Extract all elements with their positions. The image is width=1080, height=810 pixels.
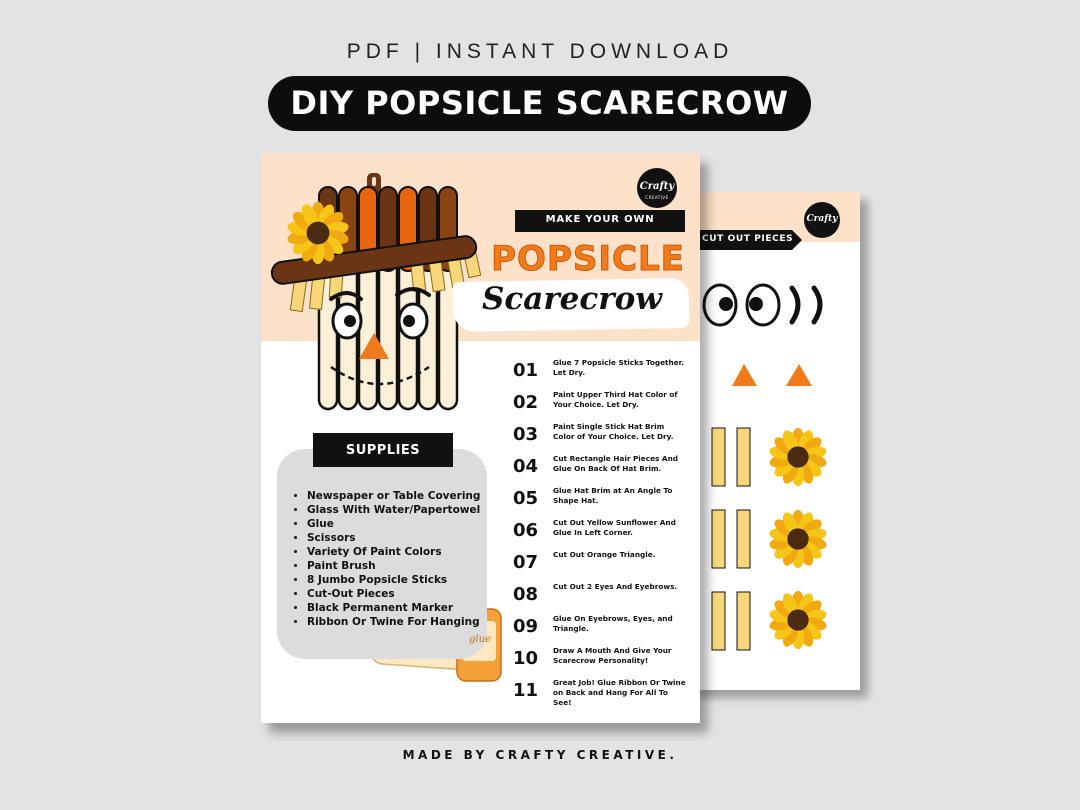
step-number: 09 xyxy=(513,616,539,637)
step-item xyxy=(513,358,693,388)
supply-item: • Variety Of Paint Colors xyxy=(307,545,480,559)
step-number: 10 xyxy=(513,648,539,669)
eye-cutouts xyxy=(704,285,820,325)
step-item xyxy=(513,614,693,644)
sunflower-center xyxy=(787,609,808,630)
supply-item: • Newspaper or Table Covering xyxy=(307,489,480,503)
footer-credit: MADE BY CRAFTY CREATIVE. xyxy=(402,748,678,762)
step-item xyxy=(513,454,693,484)
sunflower-center xyxy=(787,528,808,549)
step-item xyxy=(513,582,693,612)
step-text: Paint Upper Third Hat Color of Your Choice. Let Dry. xyxy=(553,390,678,409)
step-number: 07 xyxy=(513,552,539,573)
step-number: 11 xyxy=(513,680,539,701)
left-pupil xyxy=(344,315,356,327)
make-your-own-label: MAKE YOUR OWN xyxy=(545,214,655,225)
step-number: 04 xyxy=(513,456,539,477)
top-label: PDF | INSTANT DOWNLOAD xyxy=(346,40,734,63)
step-text: Paint Single Stick Hat Brim Color of Your Choice. Let Dry. xyxy=(553,422,674,441)
crafty-logo-front xyxy=(637,168,677,208)
supply-item: • Glue xyxy=(307,517,480,531)
step-item xyxy=(513,486,693,516)
back-page-label: CUT OUT PIECES xyxy=(702,234,794,244)
step-number: 06 xyxy=(513,520,539,541)
eye-pupil xyxy=(719,297,733,311)
step-number: 01 xyxy=(513,360,539,381)
front-page-instructions xyxy=(261,153,700,723)
supply-item: • Paint Brush xyxy=(307,559,480,573)
supply-item: • Glass With Water/Papertowel xyxy=(307,503,480,517)
nose-triangle-cutout xyxy=(786,364,812,386)
step-item xyxy=(513,422,693,452)
supplies-heading: SUPPLIES xyxy=(345,443,421,458)
back-page-cutouts xyxy=(690,192,860,690)
step-text: Great Job! Glue Ribbon Or Twine on Back and Hang For All To See! xyxy=(553,678,686,707)
step-item xyxy=(513,678,693,708)
logo-subtext: CREATIVE xyxy=(645,195,669,200)
supply-item: • Cut-Out Pieces xyxy=(307,587,480,601)
eyebrow-cutout xyxy=(814,288,820,322)
step-number: 03 xyxy=(513,424,539,445)
logo-text: Crafty xyxy=(639,181,675,192)
step-number: 05 xyxy=(513,488,539,509)
step-text: Glue 7 Popsicle Sticks Together. Let Dry. xyxy=(553,358,684,377)
supply-item: • Ribbon Or Twine For Hanging xyxy=(307,615,480,629)
sunflower-center xyxy=(307,222,330,245)
supply-item: • Black Permanent Marker xyxy=(307,601,480,615)
supply-item: • Scissors xyxy=(307,531,480,545)
supplies-list xyxy=(295,489,480,629)
title-scarecrow: Scarecrow xyxy=(482,281,662,317)
sunflower-center xyxy=(787,446,808,467)
sunflower-cutouts xyxy=(768,428,828,649)
step-text: Glue Hat Brim at An Angle To Shape Hat. xyxy=(553,486,673,505)
back-page-cutout-art xyxy=(690,192,860,690)
title-banner: DIY POPSICLE SCARECROW xyxy=(268,76,811,131)
logo-text: Crafty xyxy=(806,214,838,224)
eyebrow-cutout xyxy=(792,288,798,322)
step-number: 08 xyxy=(513,584,539,605)
step-text: Glue On Eyebrows, Eyes, and Triangle. xyxy=(553,614,673,633)
nose-triangle-cutout xyxy=(732,364,757,386)
step-item xyxy=(513,550,693,580)
step-text: Cut Out Orange Triangle. xyxy=(553,550,656,559)
step-text: Cut Out Yellow Sunflower And Glue In Left Corner. xyxy=(553,518,676,537)
step-number: 02 xyxy=(513,392,539,413)
step-text: Cut Rectangle Hair Pieces And Glue On Back Of Hat Brim. xyxy=(553,454,678,473)
title-popsicle: POPSICLE xyxy=(491,239,685,279)
step-text: Draw A Mouth And Give Your Scarecrow Personality! xyxy=(553,646,672,665)
step-item xyxy=(513,646,693,676)
glue-label: glue xyxy=(469,634,491,645)
step-item xyxy=(513,518,693,548)
eye-pupil xyxy=(749,297,763,311)
step-item xyxy=(513,390,693,420)
hair-cutouts xyxy=(712,428,750,650)
supply-item: • 8 Jumbo Popsicle Sticks xyxy=(307,573,480,587)
right-pupil xyxy=(403,315,415,327)
step-text: Cut Out 2 Eyes And Eyebrows. xyxy=(553,582,678,591)
